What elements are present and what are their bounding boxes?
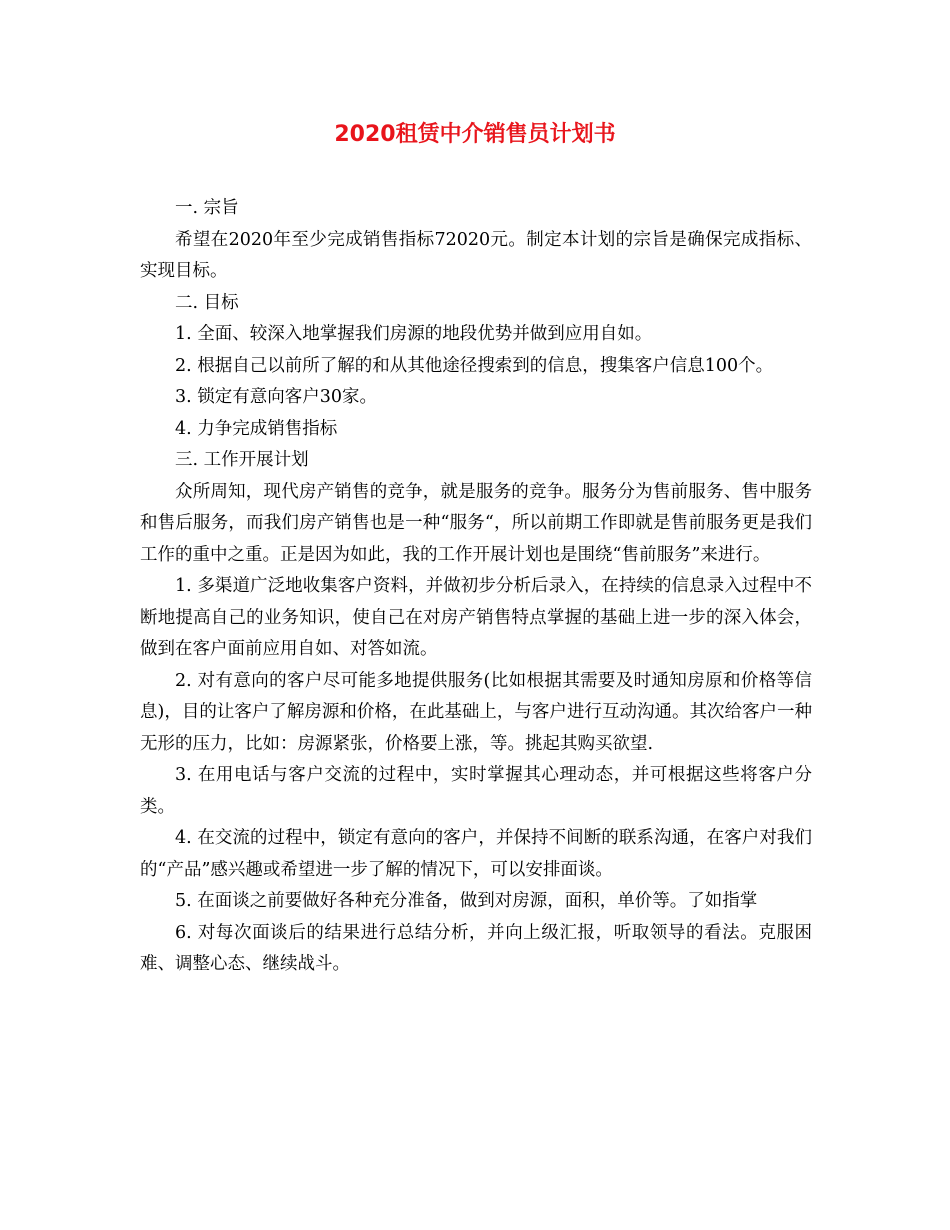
paragraph-purpose: 希望在2020年至少完成销售指标72020元。制定本计划的宗旨是确保完成指标、实现目标。 [140,229,812,281]
section-heading-work-plan: 三. 工作开展计划 [175,450,309,470]
goal-item-1: 1. 全面、较深入地掌握我们房源的地段优势并做到应用自如。 [175,324,653,344]
goal-item-2: 2. 根据自己以前所了解的和从其他途径搜索到的信息，搜集客户信息100个。 [175,355,774,376]
section-heading-purpose: 一. 宗旨 [175,198,239,218]
plan-item-4: 4. 在交流的过程中，锁定有意向的客户，并保持不间断的联系沟通，在客户对我们的“产品”感兴趣或希望进一步了解的情况下，可以安排面谈。 [140,828,812,880]
goal-item-3: 3. 锁定有意向客户30家。 [175,387,378,407]
document-body [140,193,812,981]
plan-item-3: 3. 在用电话与客户交流的过程中，实时掌握其心理动态，并可根据这些将客户分类。 [140,765,812,817]
document-title: 2020租赁中介销售员计划书 [334,122,616,147]
section-heading-goals: 二. 目标 [175,292,239,313]
plan-item-6: 6. 对每次面谈后的结果进行总结分析，并向上级汇报，听取领导的看法。克服困难、调整心态、继续战斗。 [140,922,812,974]
plan-item-5: 5. 在面谈之前要做好各种充分准备，做到对房源，面积，单价等。了如指掌 [175,891,758,911]
plan-item-1: 1. 多渠道广泛地收集客户资料，并做初步分析后录入，在持续的信息录入过程中不断地提高自己的业务知识，使自己在对房产销售特点掌握的基础上进一步的深入体会，做到在客户面前应用自如、对答如流。 [140,576,812,659]
plan-item-2: 2. 对有意向的客户尽可能多地提供服务(比如根据其需要及时通知房原和价格等信息)，目的让客户了解房源和价格，在此基础上，与客户进行互动沟通。其次给客户一种无形的压力，比如：房源紧张，价格要上涨，等。挑起其购买欲望. [140,670,812,754]
goal-item-4: 4. 力争完成销售指标 [175,418,338,439]
paragraph-work-plan-intro: 众所周知，现代房产销售的竞争，就是服务的竞争。服务分为售前服务、售中服务和售后服务，而我们房产销售也是一种“服务“，所以前期工作即就是售前服务更是我们工作的重中之重。正是因为如此，我的工作开展计划也是围绕“售前服务”来进行。 [140,481,812,565]
